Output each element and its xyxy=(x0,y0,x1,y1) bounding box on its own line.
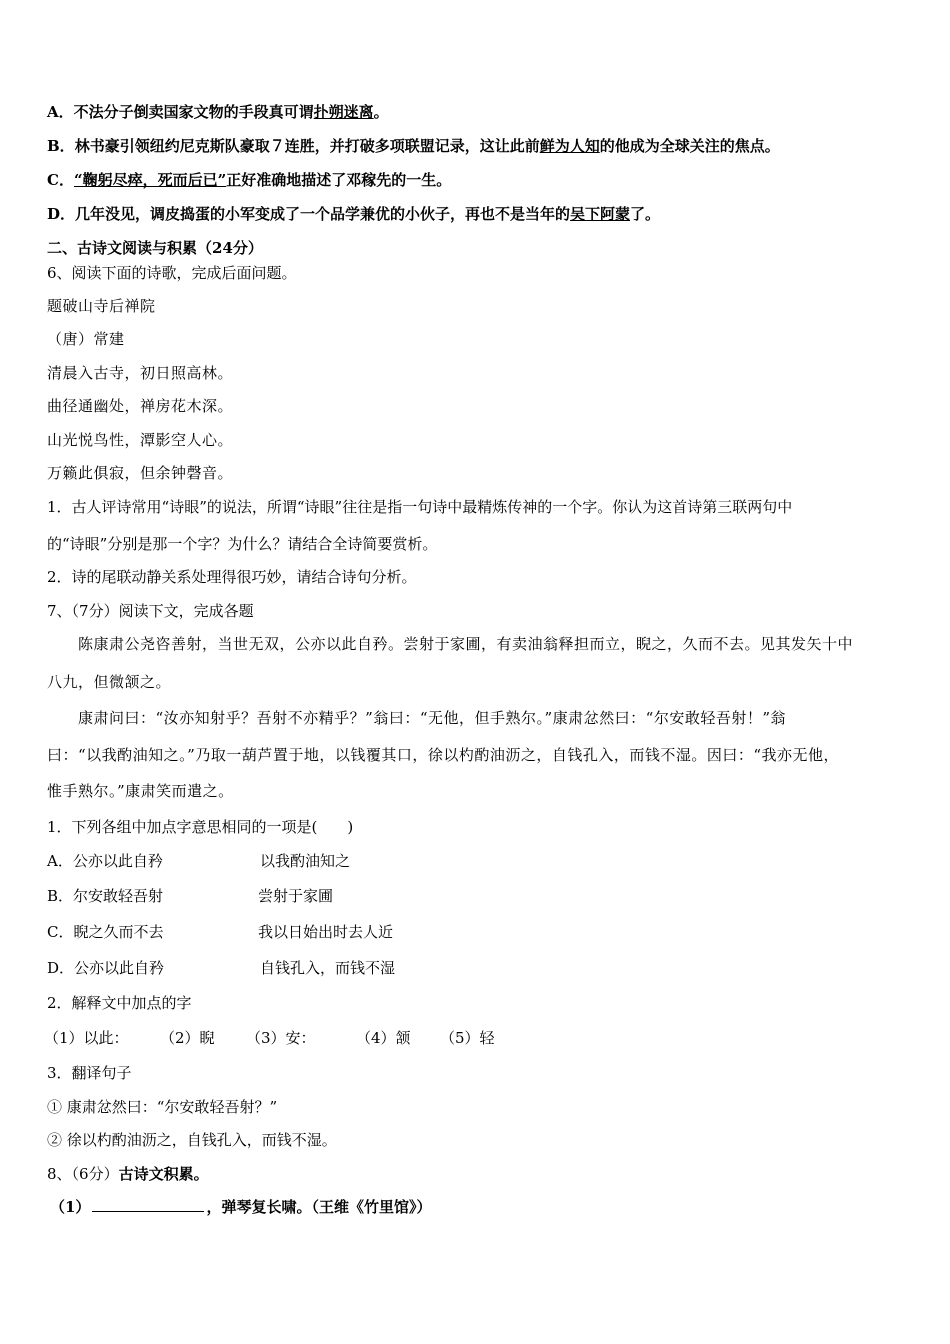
option-d: D．几年没见，调皮捣蛋的小军变成了一个品学兼优的小伙子，再也不是当年的吴下阿蒙了。 xyxy=(47,205,661,223)
passage-para-2: 康肃问曰：“汝亦知射乎？吾射不亦精乎？”翁曰：“无他，但手熟尔。”康肃忿然曰：“尔安敢轻吾射！”翁 xyxy=(78,709,787,727)
q8-item-1: （1） ，弹琴复长啸。（王维《竹里馆》） xyxy=(50,1198,432,1216)
q6-heading: 6、阅读下面的诗歌，完成后面问题。 xyxy=(47,264,297,282)
passage-para-1: 陈康肃公尧咨善射，当世无双，公亦以此自矜。尝射于家圃，有卖油翁释担而立，睨之，久而不去。见其发矢十中 xyxy=(78,635,854,653)
answer-blank[interactable] xyxy=(92,1197,204,1212)
option-b: B．林书豪引领纽约尼克斯队豪取７连胜，并打破多项联盟记录，这让此前鲜为人知的他成为全球关注的焦点。 xyxy=(47,137,780,155)
poem-line: 山光悦鸟性，潭影空人心。 xyxy=(47,431,234,449)
translate-sentence-1: ① 康肃忿然曰：“尔安敢轻吾射？” xyxy=(47,1098,278,1116)
document-page: A．不法分子倒卖国家文物的手段真可谓扑朔迷离。 B．林书豪引领纽约尼克斯队豪取７连胜，并打破多项联盟记录，这让此前鲜为人知的他成为全球关注的焦点。 C．“鞠躬尽瘁，死而后已”正好准确地描述了邓稼先的一生。 D．几年没见，调皮捣蛋的小军变成了一个品学兼优的小伙子，再也不是当年的吴下阿蒙了。 二、古诗文阅读与积累（24分） 6、阅读下面的诗歌，完成后面问题。 题破山寺后禅院 （唐）常建 清晨入古寺，初日照高林。 曲径通幽处，禅房花木深。 山光悦鸟性，潭影空人心。 万籁此俱寂，但余钟磬音。 1．古人评诗常用“诗眼”的说法，所谓“诗眼”往往是指一句诗中最精炼传神的一个字。你认为这首诗第三联两句中 的“诗眼”分别是那一个字？为什么？请结合全诗简要赏析。 2．诗的尾联动静关系处理得很巧妙，请结合诗句分析。 7、（7分）阅读下文，完成各题 陈康肃公尧咨善射，当世无双，公亦以此自矜。尝射于家圃，有卖油翁释担而立，睨之，久而不去。见其发矢十中 八九，但微颔之。 康肃问曰：“汝亦知射乎？吾射不亦精乎？”翁曰：“无他，但手熟尔。”康肃忿然曰：“尔安敢轻吾射！”翁 曰：“以我酌油知之。”乃取一葫芦置于地，以钱覆其口，徐以杓酌油沥之，自钱孔入，而钱不湿。因曰：“我亦无他， 惟手熟尔。”康肃笑而遣之。 1．下列各组中加点字意思相同的一项是( ) A．公亦以此自矜 以我酌油知之 B．尔安敢轻吾射 尝射于家圃 C．睨之久而不去 我以日始出时去人近 D．公亦以此自矜 自钱孔入，而钱不湿 2．解释文中加点的字 （1）以此： （2）睨 （3）安： （4）颔 （5）轻 3．翻译句子 ① 康肃忿然曰：“尔安敢轻吾射？” ② 徐以杓酌油沥之，自钱孔入，而钱不湿。 8、（6分）古诗文积累。 （1） ，弹琴复长啸。（王维《竹里馆》） xyxy=(44,103,854,1216)
poem-title: 题破山寺后禅院 xyxy=(47,297,156,315)
passage-para-2-cont: 曰：“以我酌油知之。”乃取一葫芦置于地，以钱覆其口，徐以杓酌油沥之，自钱孔入，而钱不湿。因曰：“我亦无他， xyxy=(47,746,840,764)
option-a: A．不法分子倒卖国家文物的手段真可谓扑朔迷离。 xyxy=(47,103,389,121)
choice-a: A．公亦以此自矜 以我酌油知之 xyxy=(47,852,351,870)
choice-c: C．睨之久而不去 我以日始出时去人近 xyxy=(47,923,394,941)
q7-question-3: 3．翻译句子 xyxy=(47,1064,132,1082)
poem-line: 清晨入古寺，初日照高林。 xyxy=(47,364,234,382)
option-c: C．“鞠躬尽瘁，死而后已”正好准确地描述了邓稼先的一生。 xyxy=(47,171,452,189)
q6-question-2: 2．诗的尾联动静关系处理得很巧妙，请结合诗句分析。 xyxy=(47,568,417,586)
passage-para-2-end: 惟手熟尔。”康肃笑而遣之。 xyxy=(47,782,234,800)
q8-heading: 8、（6分）古诗文积累。 xyxy=(47,1165,209,1183)
section-heading: 二、古诗文阅读与积累（24分） xyxy=(47,239,263,257)
q6-question-1-cont: 的“诗眼”分别是那一个字？为什么？请结合全诗简要赏析。 xyxy=(47,535,438,553)
q7-question-1: 1．下列各组中加点字意思相同的一项是( ) xyxy=(47,818,354,836)
passage-para-1-cont: 八九，但微颔之。 xyxy=(47,673,172,691)
choice-d: D．公亦以此自矜 自钱孔入，而钱不湿 xyxy=(47,959,396,977)
poem-author: （唐）常建 xyxy=(47,330,125,348)
q6-question-1: 1．古人评诗常用“诗眼”的说法，所谓“诗眼”往往是指一句诗中最精炼传神的一个字。你认为这首诗第三联两句中 xyxy=(47,498,793,516)
translate-sentence-2: ② 徐以杓酌油沥之，自钱孔入，而钱不湿。 xyxy=(47,1131,337,1149)
poem-line: 万籁此俱寂，但余钟磬音。 xyxy=(47,464,234,482)
q7-question-2: 2．解释文中加点的字 xyxy=(47,994,192,1012)
q7-heading: 7、（7分）阅读下文，完成各题 xyxy=(47,602,254,620)
poem-line: 曲径通幽处，禅房花木深。 xyxy=(47,397,234,415)
choice-b: B．尔安敢轻吾射 尝射于家圃 xyxy=(47,887,334,905)
